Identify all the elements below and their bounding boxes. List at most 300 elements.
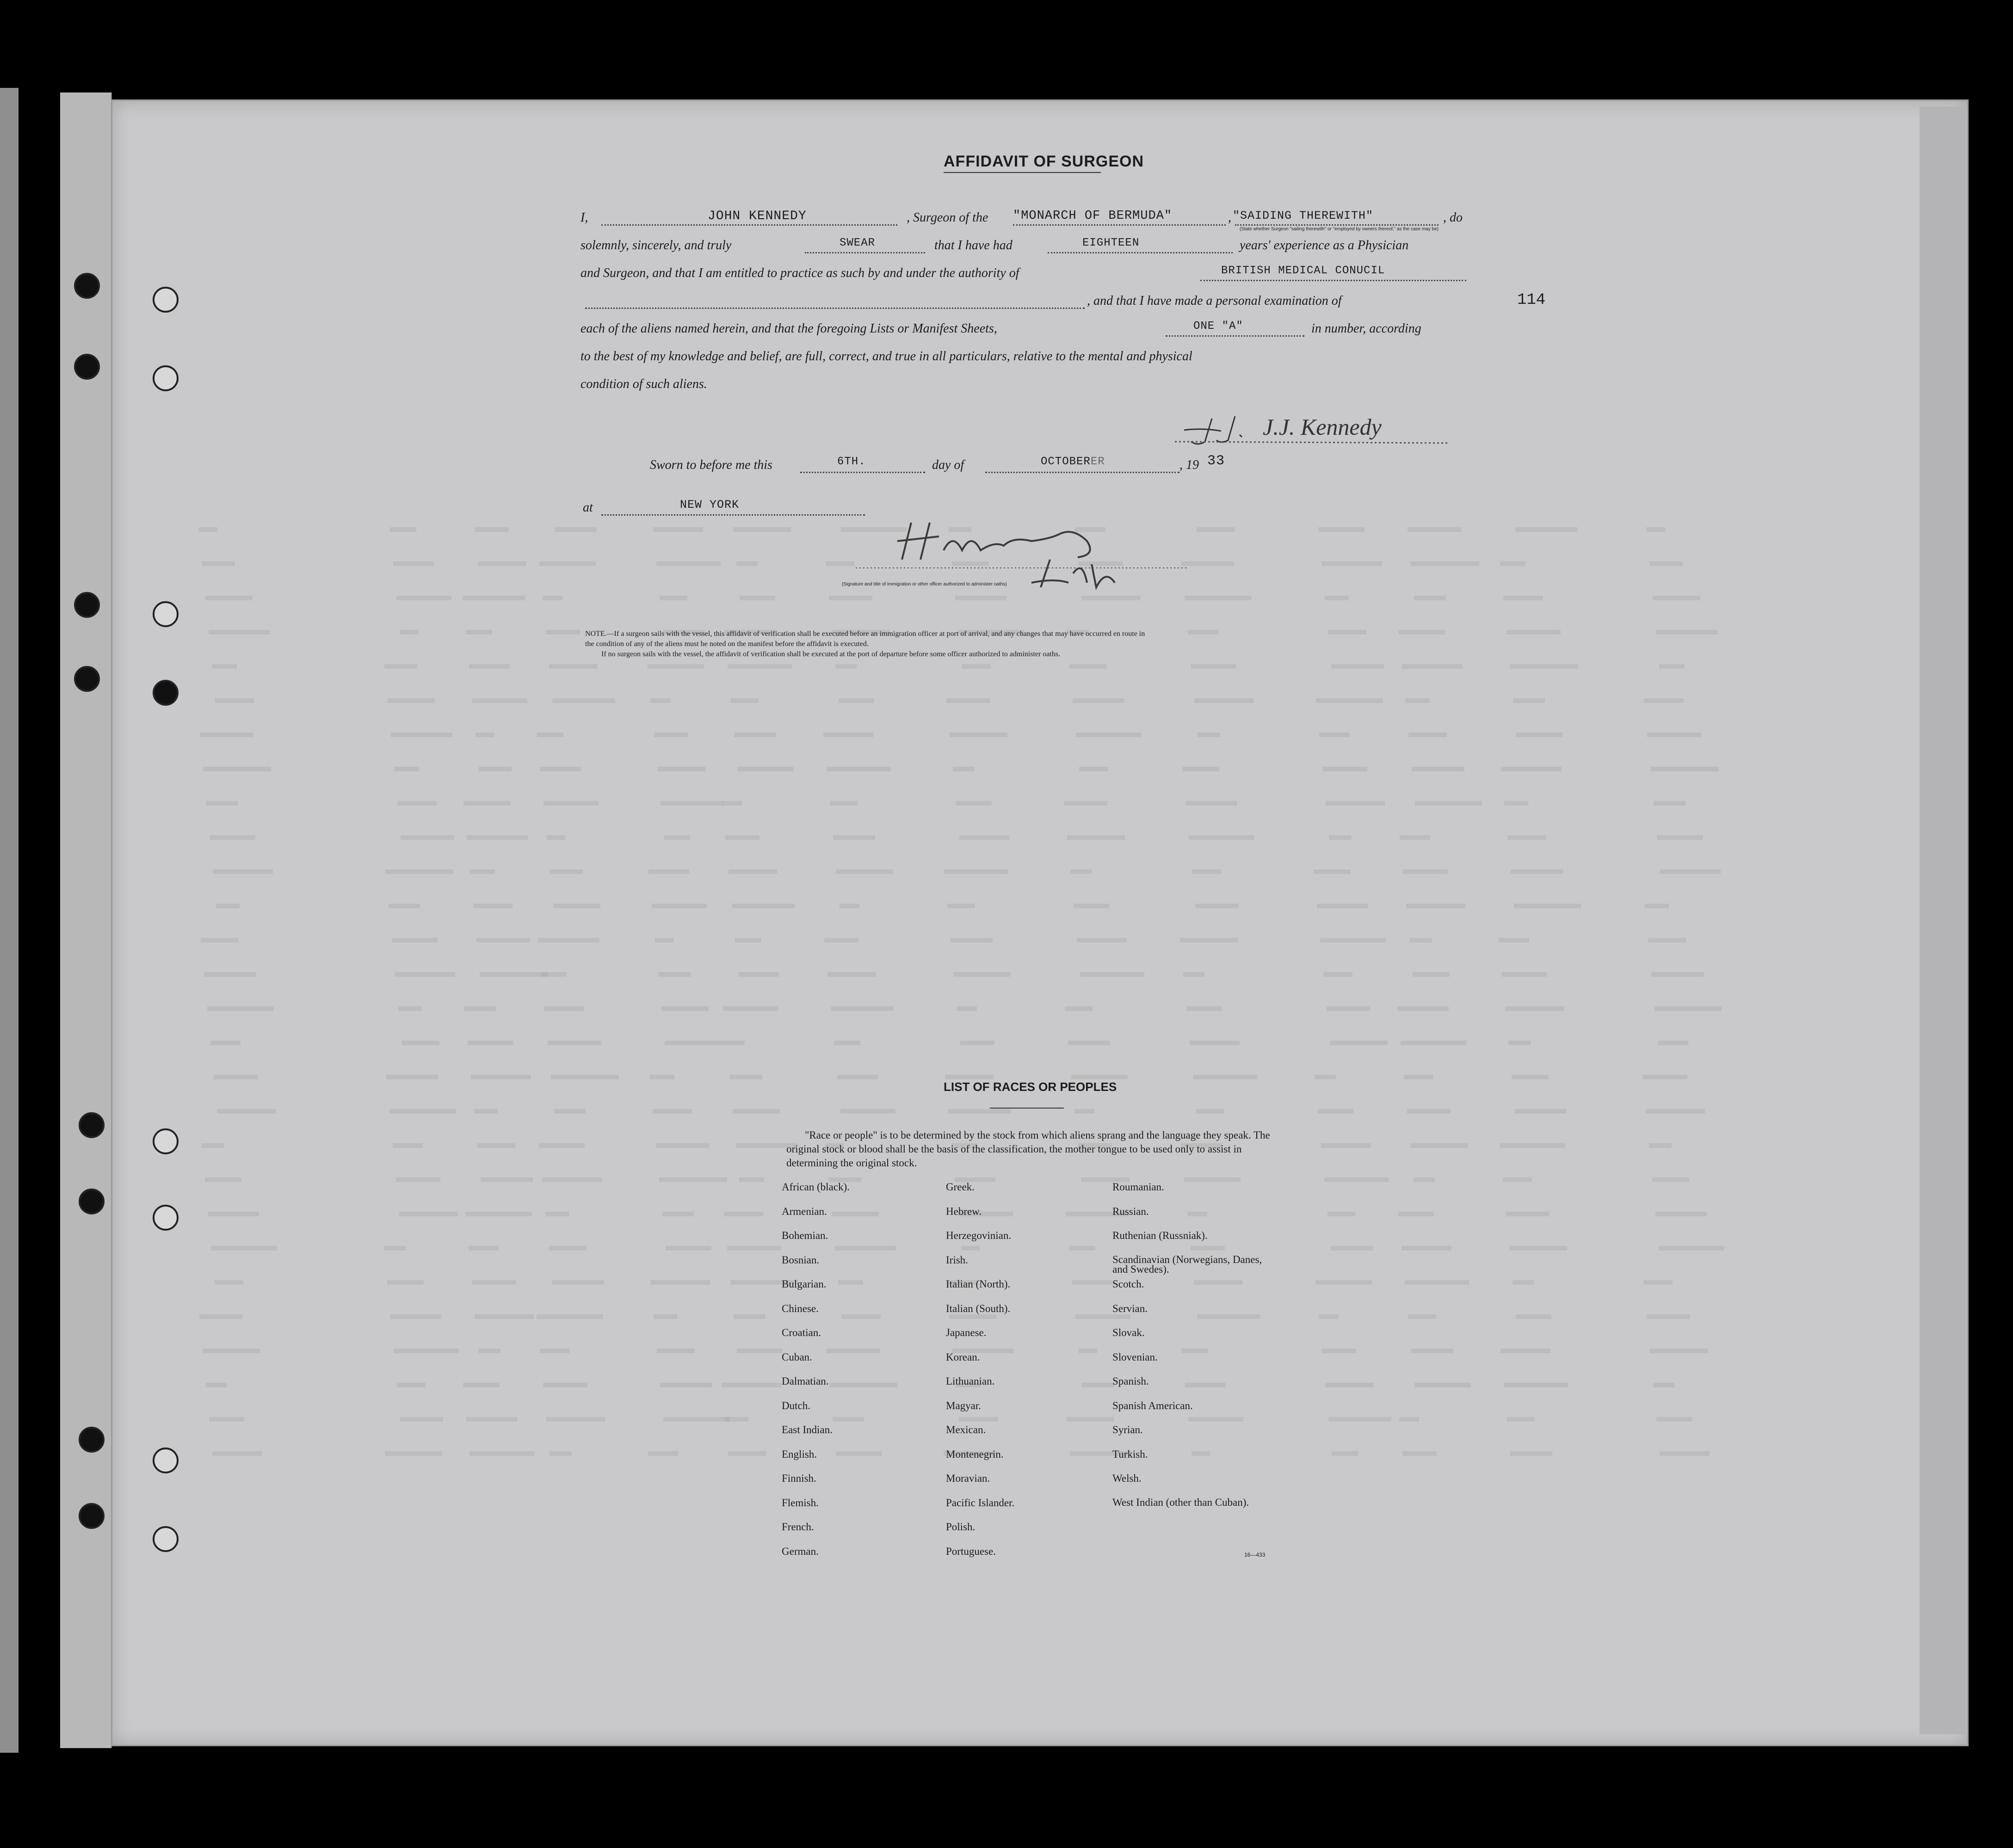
- bleed-mark: [199, 1314, 242, 1319]
- bleed-mark: [203, 767, 271, 771]
- bleed-mark: [1654, 801, 1686, 806]
- bleed-mark: [1324, 1177, 1389, 1182]
- binder-hole: [153, 1526, 179, 1552]
- blank-line: [1013, 224, 1226, 226]
- bleed-mark: [1656, 630, 1718, 634]
- bleed-mark: [840, 1109, 895, 1114]
- line1-mid: , Surgeon of the: [907, 210, 988, 225]
- bleed-mark: [665, 1041, 726, 1045]
- bleed-mark: [1397, 1006, 1449, 1011]
- bleed-mark: [1325, 596, 1349, 600]
- at-prefix: at: [583, 500, 593, 515]
- bleed-mark: [731, 698, 759, 703]
- bleed-mark: [1500, 1143, 1565, 1148]
- bleed-mark: [1647, 1314, 1690, 1319]
- bleed-mark: [661, 801, 723, 806]
- bleed-mark: [473, 904, 513, 908]
- ship-name: "MONARCH OF BERMUDA": [1013, 209, 1173, 223]
- bleed-mark: [1186, 1006, 1222, 1011]
- bleed-mark: [1513, 698, 1545, 703]
- line5-prefix: each of the aliens named herein, and that the foregoing Lists or Manifest Sheets,: [580, 321, 997, 336]
- binder-hole: [79, 1189, 105, 1214]
- bleed-mark: [1195, 904, 1239, 908]
- bleed-mark: [481, 1177, 533, 1182]
- bleed-mark: [1507, 835, 1546, 840]
- bleed-mark: [1515, 1109, 1566, 1114]
- bleed-mark: [471, 1075, 531, 1079]
- bleed-mark: [467, 835, 528, 840]
- bleed-mark: [208, 1212, 259, 1216]
- race-item: Herzegovinian.: [946, 1230, 1012, 1241]
- races-title: LIST OF RACES OR PEOPLES: [944, 1080, 1117, 1094]
- bleed-mark: [388, 698, 435, 703]
- svg-text:J.J. Kennedy: J.J. Kennedy: [1263, 414, 1382, 440]
- races-column-3: [1112, 1182, 1288, 1522]
- bleed-mark: [1653, 1383, 1674, 1387]
- bleed-mark: [472, 698, 527, 703]
- race-item: Hebrew.: [946, 1205, 982, 1217]
- bleed-mark: [654, 1314, 677, 1319]
- bleed-mark: [1331, 664, 1384, 669]
- race-item: Turkish.: [1112, 1448, 1148, 1460]
- race-item: Bosnian.: [782, 1254, 820, 1266]
- bleed-mark: [1657, 835, 1703, 840]
- bleed-mark: [393, 1143, 423, 1148]
- bleed-mark: [1646, 527, 1665, 532]
- bleed-mark: [1321, 561, 1382, 566]
- bleed-mark: [537, 1314, 603, 1319]
- bleed-mark: [1403, 869, 1448, 874]
- bleed-mark: [824, 938, 858, 942]
- race-item: Greek.: [946, 1181, 975, 1193]
- race-item: Dutch.: [782, 1399, 810, 1411]
- race-item: Finnish.: [782, 1472, 816, 1484]
- bleed-mark: [1510, 1451, 1552, 1456]
- bleed-mark: [1318, 1109, 1353, 1114]
- affidavit-title: AFFIDAVIT OF SURGEON: [944, 153, 1144, 170]
- line3-prefix: and Surgeon, and that I am entitled to practice as such by and under the authority of: [580, 266, 1019, 280]
- bleed-mark: [959, 835, 1009, 840]
- bleed-mark: [1650, 1349, 1708, 1353]
- bleed-mark: [1319, 733, 1350, 737]
- bleed-mark: [469, 664, 510, 669]
- bleed-mark: [654, 733, 688, 737]
- bleed-mark: [655, 938, 673, 942]
- bleed-mark: [206, 1383, 227, 1387]
- bleed-mark: [1319, 1314, 1339, 1319]
- bleed-mark: [1330, 1041, 1388, 1045]
- bleed-mark: [465, 1212, 532, 1216]
- bleed-mark: [206, 801, 238, 806]
- bleed-mark: [544, 1006, 584, 1011]
- bleed-mark: [397, 1383, 426, 1387]
- bleed-mark: [200, 733, 253, 737]
- bleed-mark: [1500, 1349, 1550, 1353]
- bleed-mark: [1510, 664, 1578, 669]
- line1-end: , do: [1443, 210, 1463, 225]
- bleed-mark: [947, 904, 975, 908]
- bleed-mark: [1649, 561, 1683, 566]
- bleed-mark: [542, 1177, 602, 1182]
- bleed-mark: [1415, 801, 1482, 806]
- form-number: 16—433: [1244, 1552, 1266, 1558]
- bleed-mark: [1402, 1246, 1451, 1250]
- race-item: Portuguese.: [946, 1545, 996, 1557]
- bleed-mark: [475, 733, 494, 737]
- bleed-mark: [212, 664, 237, 669]
- bleed-mark: [948, 1109, 1011, 1114]
- binder-hole: [153, 287, 179, 313]
- bleed-mark: [547, 835, 565, 840]
- bleed-mark: [1064, 801, 1107, 806]
- bleed-mark: [660, 1383, 712, 1387]
- line5-end: in number, according: [1311, 321, 1421, 336]
- bleed-mark: [1647, 733, 1701, 737]
- bleed-mark: [1414, 596, 1446, 600]
- bleed-mark: [648, 664, 704, 669]
- bleed-mark: [957, 1006, 977, 1011]
- bleed-mark: [209, 630, 270, 634]
- bleed-mark: [1507, 1417, 1535, 1422]
- binder-strip: [60, 92, 112, 1748]
- bleed-mark: [652, 904, 707, 908]
- bleed-mark: [735, 938, 761, 942]
- bleed-mark: [733, 1109, 780, 1114]
- bleed-mark: [1656, 1417, 1692, 1422]
- binder-hole: [74, 273, 100, 299]
- bleed-mark: [466, 1417, 517, 1422]
- bleed-mark: [1501, 767, 1562, 771]
- bleed-mark: [549, 1246, 587, 1250]
- race-item: East Indian.: [782, 1424, 833, 1435]
- bleed-mark: [1407, 1109, 1451, 1114]
- bleed-mark: [661, 1006, 709, 1011]
- bleed-mark: [199, 527, 217, 532]
- bleed-mark: [205, 596, 253, 600]
- bleed-mark: [1502, 972, 1547, 977]
- race-item: Japanese.: [946, 1327, 987, 1338]
- bleed-mark: [1414, 1177, 1435, 1182]
- bleed-mark: [1320, 938, 1386, 942]
- bleed-mark: [1414, 1383, 1471, 1387]
- sworn-year-prefix: , 19: [1179, 458, 1199, 472]
- bleed-mark: [384, 1246, 406, 1250]
- bleed-mark: [1410, 1143, 1468, 1148]
- bleed-mark: [540, 1349, 570, 1353]
- bleed-mark: [539, 561, 596, 566]
- bleed-mark: [1191, 664, 1236, 669]
- bleed-mark: [202, 561, 235, 566]
- bleed-mark: [548, 1041, 601, 1045]
- bleed-mark: [839, 698, 874, 703]
- race-item: Slovenian.: [1112, 1351, 1158, 1363]
- bleed-mark: [385, 869, 453, 874]
- bleed-mark: [740, 596, 775, 600]
- race-item: Italian (South).: [946, 1302, 1011, 1314]
- bleed-mark: [1413, 972, 1450, 977]
- bleed-mark: [729, 1075, 762, 1079]
- binder-hole: [74, 666, 100, 692]
- bleed-mark: [1190, 1041, 1240, 1045]
- oath: SWEAR: [840, 237, 876, 249]
- races-intro: "Race or people" is to be determined by the stock from which aliens sprang and the language they speak. The original stock or blood shall be the basis of the classification, the mother tongue to be used only to assist in determining the original stock.: [786, 1129, 1270, 1169]
- bleed-mark: [478, 561, 526, 566]
- race-item: Moravian.: [946, 1472, 990, 1484]
- bleed-mark: [1505, 1006, 1564, 1011]
- sworn-mid: day of: [932, 458, 964, 472]
- bleed-mark: [956, 801, 992, 806]
- bleed-mark: [1067, 1417, 1114, 1422]
- bleed-mark: [1192, 869, 1221, 874]
- bleed-mark: [664, 835, 690, 840]
- bleed-mark: [391, 733, 452, 737]
- bleed-mark: [1399, 630, 1445, 634]
- bleed-mark: [1512, 1075, 1549, 1079]
- binder-hole: [153, 1128, 179, 1154]
- bleed-mark: [662, 1212, 694, 1216]
- bleed-mark: [727, 1246, 781, 1250]
- bleed-mark: [463, 1383, 500, 1387]
- previous-page-edge: [0, 88, 19, 1753]
- bleed-mark: [835, 664, 857, 669]
- bleed-mark: [390, 1314, 441, 1319]
- race-item: Italian (North).: [946, 1278, 1011, 1290]
- bleed-mark: [1065, 1006, 1093, 1011]
- race-item: Spanish American.: [1112, 1399, 1193, 1411]
- race-item: Magyar.: [946, 1399, 982, 1411]
- bleed-mark: [210, 1041, 241, 1045]
- bleed-mark: [1653, 596, 1700, 600]
- line6: to the best of my knowledge and belief, are full, correct, and true in all particulars, relative to the mental and physical: [580, 349, 1192, 363]
- bleed-mark: [657, 1349, 695, 1353]
- bleed-mark: [1328, 1417, 1391, 1422]
- blank-line: [805, 252, 925, 253]
- bleed-mark: [387, 1280, 424, 1285]
- bleed-mark: [1411, 561, 1479, 566]
- bleed-mark: [1196, 1109, 1224, 1114]
- binder-hole: [153, 1448, 179, 1473]
- bleed-mark: [201, 938, 239, 942]
- bleed-mark: [549, 664, 598, 669]
- bleed-mark: [1504, 1383, 1568, 1387]
- bleed-mark: [725, 1417, 748, 1422]
- bleed-mark: [1198, 733, 1220, 737]
- race-item: Dalmatian.: [782, 1375, 829, 1387]
- bleed-mark: [476, 938, 530, 942]
- bleed-mark: [660, 596, 687, 600]
- bleed-mark: [834, 1041, 860, 1045]
- sworn-day: 6TH.: [837, 456, 866, 468]
- bleed-mark: [1067, 835, 1125, 840]
- bleed-mark: [953, 767, 974, 771]
- bleed-mark: [722, 801, 742, 806]
- bleed-mark: [724, 1212, 763, 1216]
- binder-hole: [153, 601, 179, 627]
- bleed-mark: [1329, 835, 1352, 840]
- bleed-mark: [1511, 869, 1563, 874]
- sheets: ONE "A": [1193, 320, 1243, 333]
- blank-line: [1048, 252, 1233, 253]
- bleed-mark: [656, 1143, 710, 1148]
- bleed-mark: [840, 904, 859, 908]
- bleed-mark: [1082, 1383, 1115, 1387]
- bleed-mark: [830, 801, 858, 806]
- bleed-mark: [1315, 1280, 1372, 1285]
- bleed-mark: [397, 801, 437, 806]
- race-item: Bohemian.: [782, 1230, 828, 1241]
- comma: ,: [1228, 210, 1231, 225]
- bleed-mark: [546, 1417, 605, 1422]
- bleed-mark: [725, 835, 760, 840]
- race-item: Polish.: [946, 1521, 976, 1533]
- binder-hole: [153, 680, 179, 706]
- bleed-mark: [648, 1451, 678, 1456]
- bleed-mark: [477, 1143, 515, 1148]
- bleed-mark: [1402, 1451, 1437, 1456]
- bleed-mark: [656, 561, 721, 566]
- bleed-mark: [552, 698, 615, 703]
- affidavit-line-1: [580, 210, 588, 225]
- race-item: Lithuanian.: [946, 1375, 995, 1387]
- bleed-mark: [1409, 938, 1432, 942]
- bleed-mark: [1659, 1246, 1724, 1250]
- bleed-mark: [1327, 1006, 1370, 1011]
- bleed-mark: [836, 869, 893, 874]
- bleed-mark: [1648, 938, 1686, 942]
- race-item: Pacific Islander.: [946, 1497, 1015, 1509]
- bleed-mark: [385, 1451, 442, 1456]
- race-item: Cuban.: [782, 1351, 812, 1363]
- line2-prefix: solemnly, sincerely, and truly: [580, 238, 732, 253]
- races-title-underline: [990, 1108, 1064, 1109]
- officer-signature-scribble: [856, 513, 1226, 606]
- bleed-mark: [468, 1041, 513, 1045]
- races-column-1: [782, 1182, 850, 1570]
- bleed-mark: [1180, 938, 1238, 942]
- bleed-mark: [666, 1246, 711, 1250]
- bleed-mark: [217, 1109, 276, 1114]
- bleed-mark: [659, 1177, 727, 1182]
- bleed-mark: [723, 1006, 778, 1011]
- bleed-mark: [826, 561, 855, 566]
- bleed-mark: [1189, 835, 1254, 840]
- bleed-mark: [1503, 1177, 1532, 1182]
- bleed-mark: [552, 1280, 604, 1285]
- authority: BRITISH MEDICAL CONUCIL: [1221, 265, 1385, 277]
- binder-hole: [153, 365, 179, 391]
- bleed-mark: [474, 1109, 498, 1114]
- years: EIGHTEEN: [1082, 237, 1140, 249]
- bleed-mark: [827, 972, 876, 977]
- bleed-mark: [1323, 972, 1352, 977]
- race-item: Armenian.: [782, 1205, 827, 1217]
- race-item: Korean.: [946, 1351, 980, 1363]
- bleed-mark: [1506, 1212, 1550, 1216]
- bleed-mark: [394, 767, 419, 771]
- bleed-mark: [732, 904, 795, 908]
- line2-end: years' experience as a Physician: [1240, 238, 1409, 253]
- bleed-mark: [1660, 1451, 1710, 1456]
- race-item: French.: [782, 1521, 814, 1533]
- bleed-mark: [475, 527, 509, 532]
- bleed-mark: [1325, 1383, 1374, 1387]
- bleed-mark: [205, 1177, 241, 1182]
- race-item: Servian.: [1112, 1302, 1148, 1314]
- bleed-mark: [1408, 1314, 1436, 1319]
- bleed-mark: [472, 1280, 516, 1285]
- bleed-mark: [1069, 664, 1106, 669]
- sworn-month-value: OCTOBER: [1041, 456, 1091, 468]
- bleed-mark: [1402, 664, 1463, 669]
- bleed-mark: [1499, 938, 1529, 942]
- bleed-mark: [1332, 1451, 1358, 1456]
- bleed-mark: [1405, 698, 1429, 703]
- bleed-mark: [554, 1109, 586, 1114]
- bleed-mark: [1646, 1109, 1705, 1114]
- note-line-1: NOTE.—If a surgeon sails with the vessel, this affidavit of verification shall be executed before an immigration officer at port of arrival, and any changes that may have occurred en route in: [585, 630, 1145, 638]
- title-underline: [944, 172, 1101, 173]
- bleed-mark: [1655, 1006, 1722, 1011]
- race-item: Bulgarian.: [782, 1278, 827, 1290]
- bleed-mark: [1516, 1314, 1551, 1319]
- bleed-mark: [827, 767, 891, 771]
- bleed-mark: [1643, 1075, 1687, 1079]
- page-number: 114: [1517, 291, 1546, 309]
- bleed-mark: [1652, 1177, 1689, 1182]
- blank-line: [601, 224, 897, 226]
- sworn-month-suffix: ER: [1090, 456, 1105, 468]
- binder-hole: [79, 1112, 105, 1138]
- bleed-mark: [1405, 1280, 1469, 1285]
- bleed-mark: [1071, 1075, 1128, 1079]
- surgeon-name: JOHN KENNEDY: [708, 209, 807, 223]
- bleed-mark: [1399, 1417, 1419, 1422]
- bleed-mark: [837, 1075, 878, 1079]
- race-item: English.: [782, 1448, 817, 1460]
- bleed-mark: [1186, 801, 1237, 806]
- bleed-mark: [1080, 972, 1144, 977]
- bleed-mark: [399, 1212, 458, 1216]
- bleed-mark: [728, 664, 792, 669]
- bleed-mark: [1404, 1075, 1433, 1079]
- blank-line: [1200, 280, 1466, 281]
- bleed-mark: [1072, 1280, 1113, 1285]
- race-item: Syrian.: [1112, 1424, 1143, 1435]
- bleed-mark: [726, 1041, 745, 1045]
- race-item: Roumanian.: [1112, 1181, 1164, 1193]
- race-item: Flemish.: [782, 1497, 819, 1509]
- bleed-mark: [396, 1177, 440, 1182]
- bleed-mark: [1314, 869, 1351, 874]
- bleed-mark: [1401, 1041, 1466, 1045]
- bleed-mark: [1660, 869, 1721, 874]
- binder-hole: [79, 1503, 105, 1529]
- bleed-mark: [946, 698, 990, 703]
- bleed-mark: [653, 527, 703, 532]
- race-item: Spanish.: [1112, 1375, 1149, 1387]
- bleed-mark: [216, 904, 240, 908]
- bleed-mark: [1507, 630, 1561, 634]
- bleed-mark: [950, 733, 1007, 737]
- sworn-month: [1041, 456, 1105, 468]
- bleed-mark: [737, 767, 794, 771]
- bleed-mark: [1504, 801, 1528, 806]
- bleed-mark: [209, 1417, 244, 1422]
- bleed-mark: [211, 1246, 277, 1250]
- bleed-mark: [479, 767, 512, 771]
- bleed-mark: [1644, 698, 1684, 703]
- bleed-mark: [1500, 561, 1525, 566]
